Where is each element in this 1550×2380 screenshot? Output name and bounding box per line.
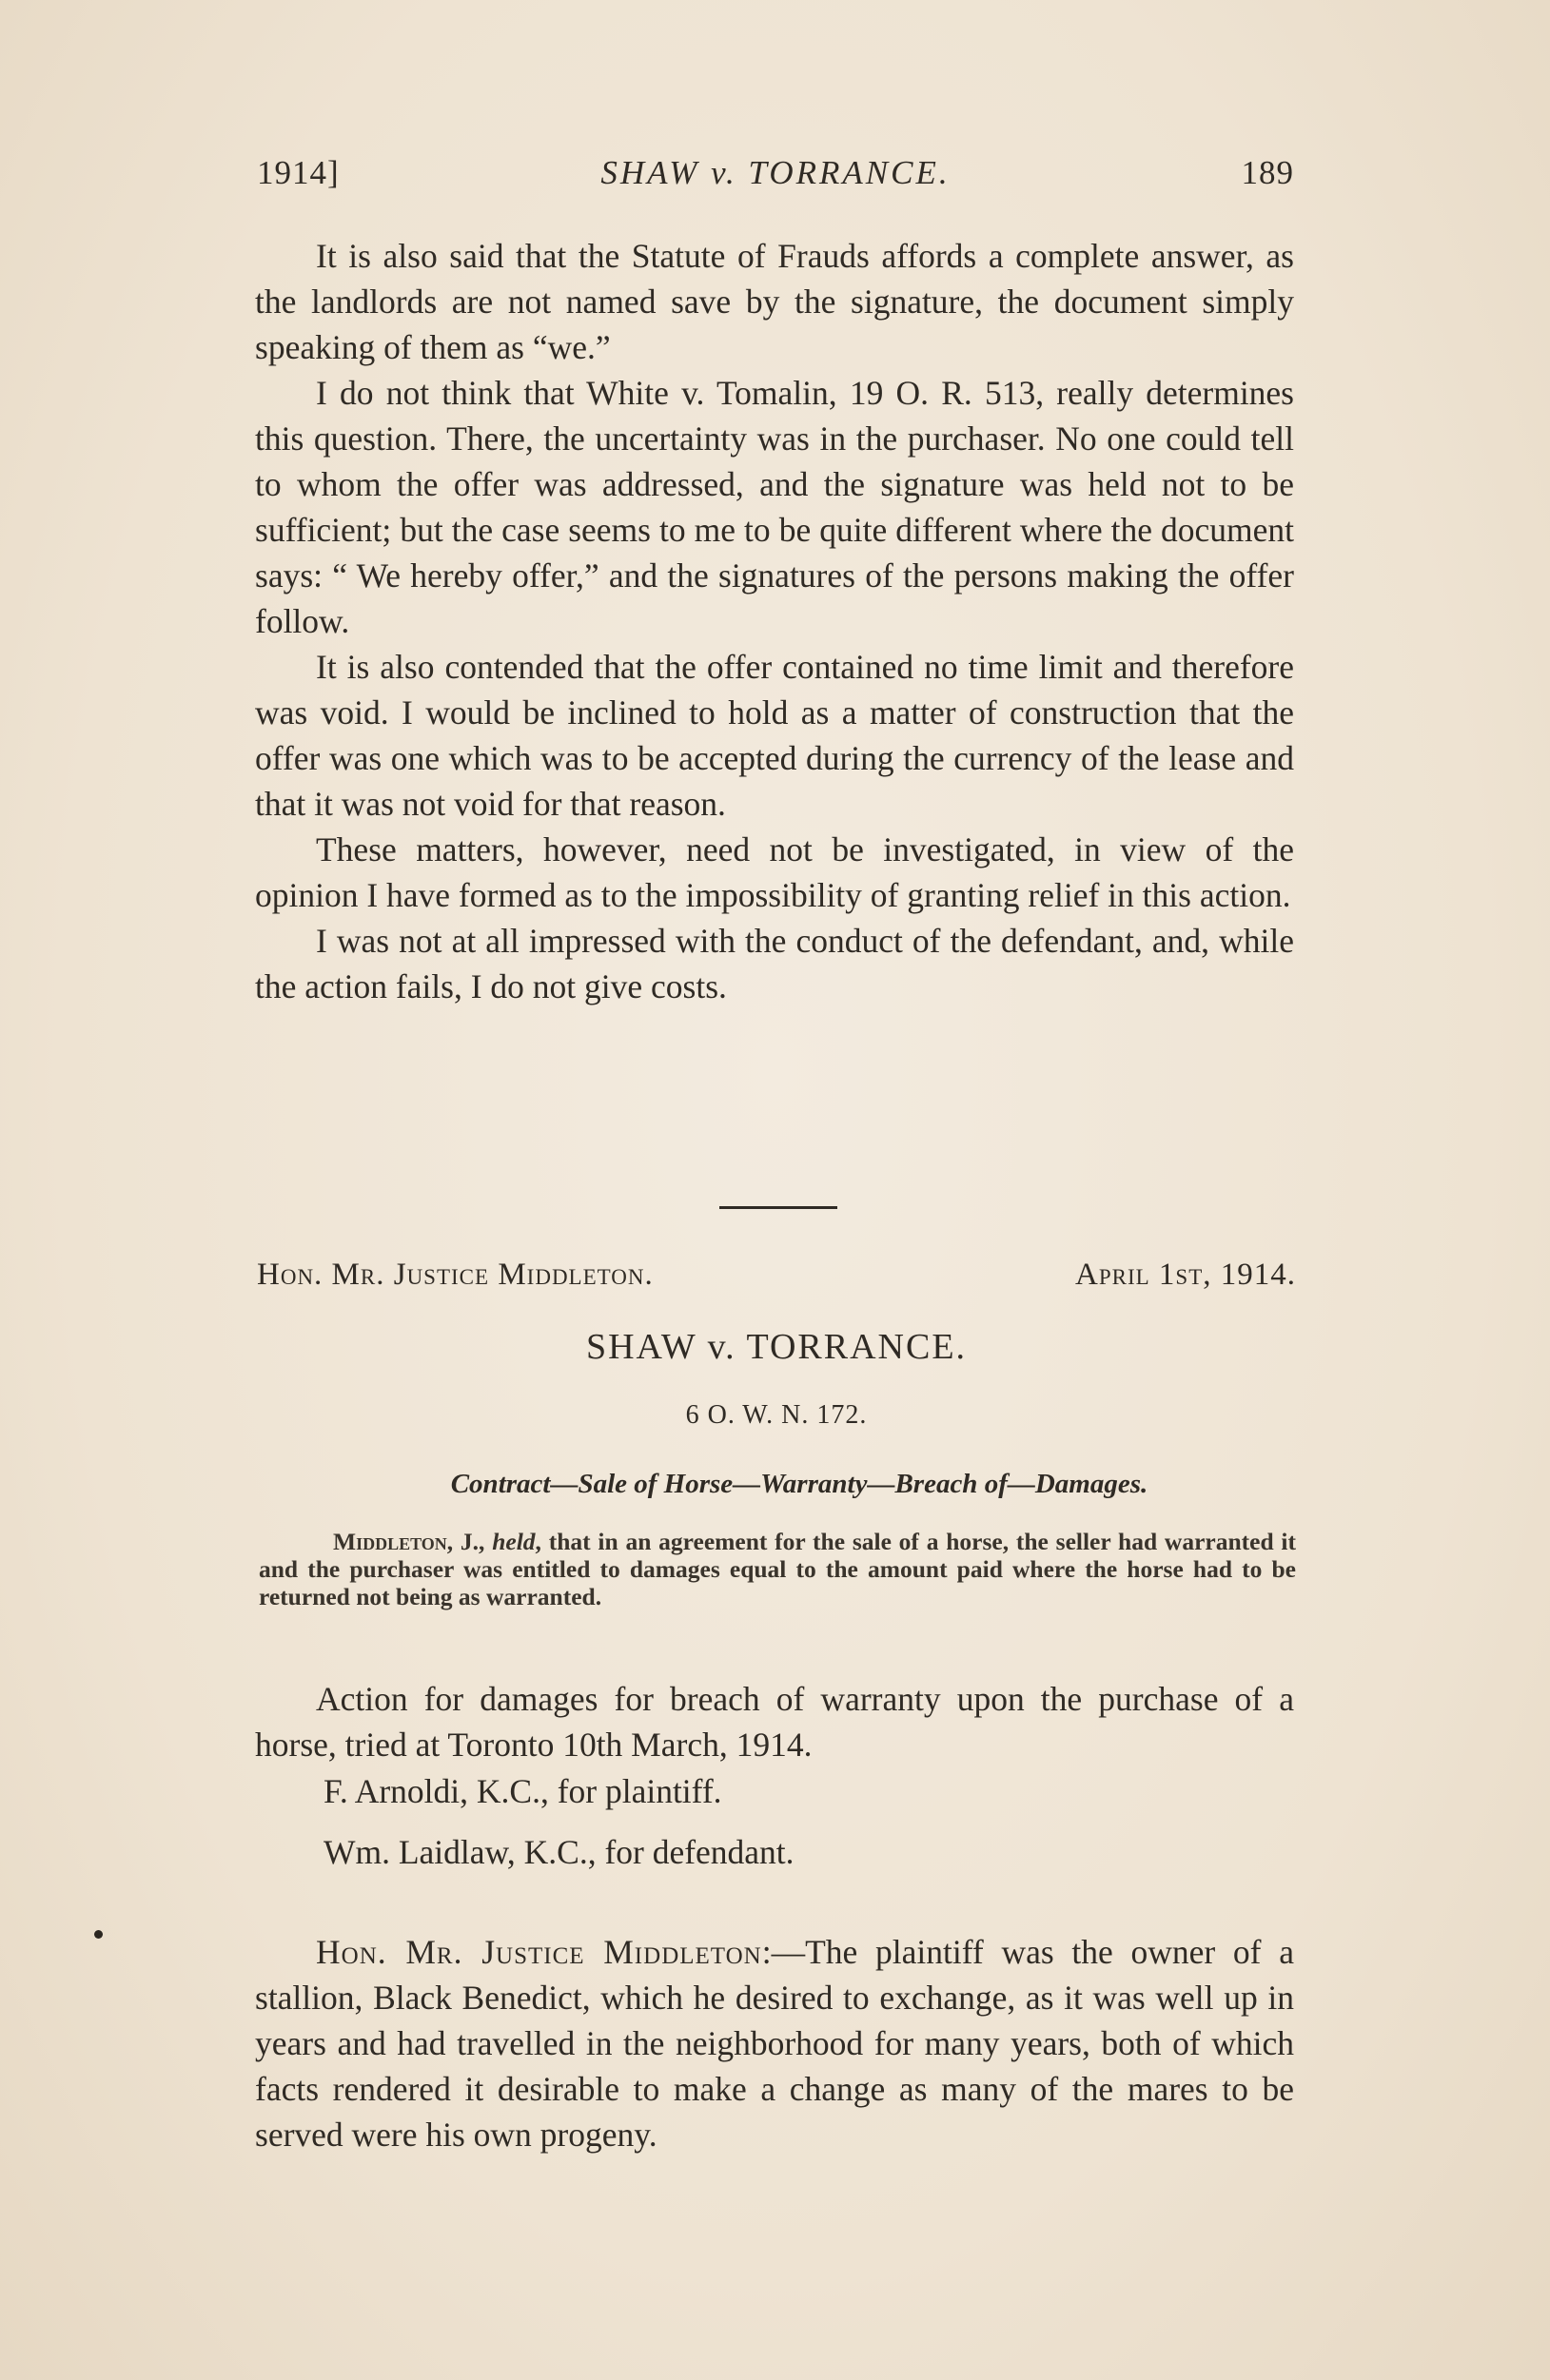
opinion	[255, 1929, 1294, 2157]
previous-case-conclusion	[255, 233, 1294, 1009]
running-head-title: SHAW v. TORRANCE.	[600, 154, 951, 191]
action-statement	[255, 1676, 1294, 1767]
paragraph: These matters, however, need not be investigated, in view of the opinion I have formed as to the impossibility of granting relief in this action.	[255, 830, 1294, 914]
judge-name: Hon. Mr. Justice Middleton.	[257, 1258, 654, 1292]
decision-date: April 1st, 1914.	[1074, 1258, 1296, 1292]
headnote-held: held	[492, 1528, 536, 1555]
case-title: SHAW v. TORRANCE.	[585, 1327, 968, 1367]
paragraph: I was not at all impressed with the conduct of the defendant, and, while the action fails, I do not give costs.	[255, 922, 1294, 1005]
section-divider	[719, 1206, 837, 1209]
running-head	[257, 154, 1294, 202]
ink-spot	[94, 1930, 103, 1939]
headnote-text: , that in an agreement for the sale of a horse, the seller had warranted it and the purchaser was entitled to damages equal to the amount paid where the horse had to be returned not being as warranted.	[259, 1528, 1296, 1610]
paragraph: I do not think that White v. Tomalin, 19 O. R. 513, really determines this question. There, the uncertainty was in the purchaser. No one could tell to whom the offer was addressed, and the signature was held not to be sufficient; but the case seems to me to be quite different where the document says: “ We hereby offer,” and the signatures of the persons making the offer follow.	[255, 374, 1294, 640]
paragraph: It is also contended that the offer contained no time limit and therefore was void. I would be inclined to hold as a matter of construction that the offer was one which was to be accepted during the currency of the lease and that it was not void for that reason.	[255, 648, 1294, 823]
counsel-defendant: Wm. Laidlaw, K.C., for defendant.	[324, 1833, 795, 1871]
opinion-text: :—The plaintiff was the owner of a stallion, Black Benedict, which he desired to exchange, as it was well up in years and had travelled in the neighborhood for many years, both of which facts rendered it desirable to make a change as many of the mares to be served were his own progeny.	[255, 1933, 1294, 2154]
opinion-speaker: Hon. Mr. Justice Middleton	[316, 1933, 762, 1971]
headnote	[259, 1528, 1296, 1610]
running-head-year: 1914]	[257, 154, 340, 191]
counsel-plaintiff: F. Arnoldi, K.C., for plaintiff.	[324, 1772, 722, 1810]
paragraph: It is also said that the Statute of Frauds affords a complete answer, as the landlords are not named save by the signature, the document simply speaking of them as “we.”	[255, 237, 1294, 366]
case-citation: 6 O. W. N. 172.	[685, 1400, 868, 1430]
opinion-paragraph	[255, 1929, 1294, 2157]
page-number: 189	[1241, 154, 1294, 191]
headnote-pre: , J.,	[446, 1528, 493, 1555]
case-header	[257, 1258, 1296, 1305]
headnote-title: Contract—Sale of Horse—Warranty—Breach of—Damages.	[450, 1469, 1148, 1499]
paragraph: Action for damages for breach of warranty upon the purchase of a horse, tried at Toronto 10th March, 1914.	[255, 1680, 1294, 1764]
headnote-judge: Middleton	[333, 1528, 447, 1555]
